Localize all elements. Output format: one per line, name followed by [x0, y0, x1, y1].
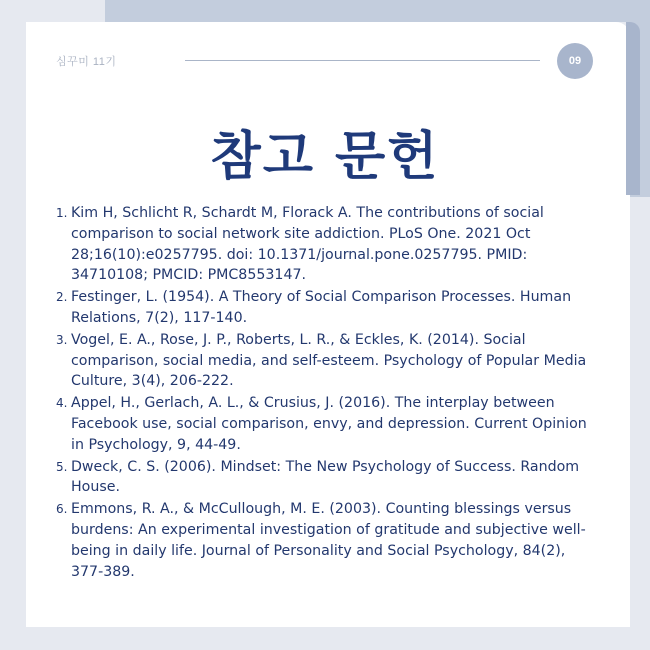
reference-text: Dweck, C. S. (2006). Mindset: The New Psychology of Success. Random House. [71, 458, 580, 496]
brand-label: 심꾸미 11기 [56, 56, 117, 68]
page-title: 참고 문헌 [210, 127, 440, 187]
reference-number: 3. [56, 332, 68, 347]
reference-item [56, 457, 596, 499]
reference-text: Appel, H., Gerlach, A. L., & Crusius, J. (2016). The interplay between Facebook use, social comparison, envy, and depression. Current Opinion in Psychology, 9, 44-49. [71, 395, 587, 453]
reference-item [56, 499, 596, 582]
reference-number: 6. [56, 502, 68, 517]
reference-text: Kim H, Schlicht R, Schardt M, Florack A. The contributions of social comparison to social network site addiction. PLoS One. 2021 Oct 28;16(10):e0257795. doi: 10.1371/journal.pone.0257795. PMID: 34710108; PMCID: PMC8553147. [71, 205, 544, 284]
reference-item [56, 287, 596, 329]
reference-item [56, 330, 596, 392]
reference-number: 2. [56, 290, 68, 305]
reference-text: Festinger, L. (1954). A Theory of Social Comparison Processes. Human Relations, 7(2), 117-140. [71, 289, 572, 326]
reference-list [56, 203, 596, 583]
reference-number: 4. [56, 396, 68, 411]
reference-item [56, 393, 596, 455]
background-block-top [105, 0, 650, 22]
header-divider [185, 60, 540, 61]
reference-text: Vogel, E. A., Rose, J. P., Roberts, L. R., & Eckles, K. (2014). Social comparison, social media, and self-esteem. Psychology of Popular Media Culture, 3(4), 206-222. [71, 331, 587, 390]
page-number-badge: 09 [557, 43, 593, 79]
reference-number: 5. [56, 459, 68, 474]
reference-item [56, 203, 596, 286]
reference-text: Emmons, R. A., & McCullough, M. E. (2003). Counting blessings versus burdens: An experimental investigation of gratitude and subjective well-being in daily life. Journal of Personality and Social Psychology, 84(2), 377-389. [71, 501, 586, 580]
reference-number: 1. [56, 206, 68, 220]
